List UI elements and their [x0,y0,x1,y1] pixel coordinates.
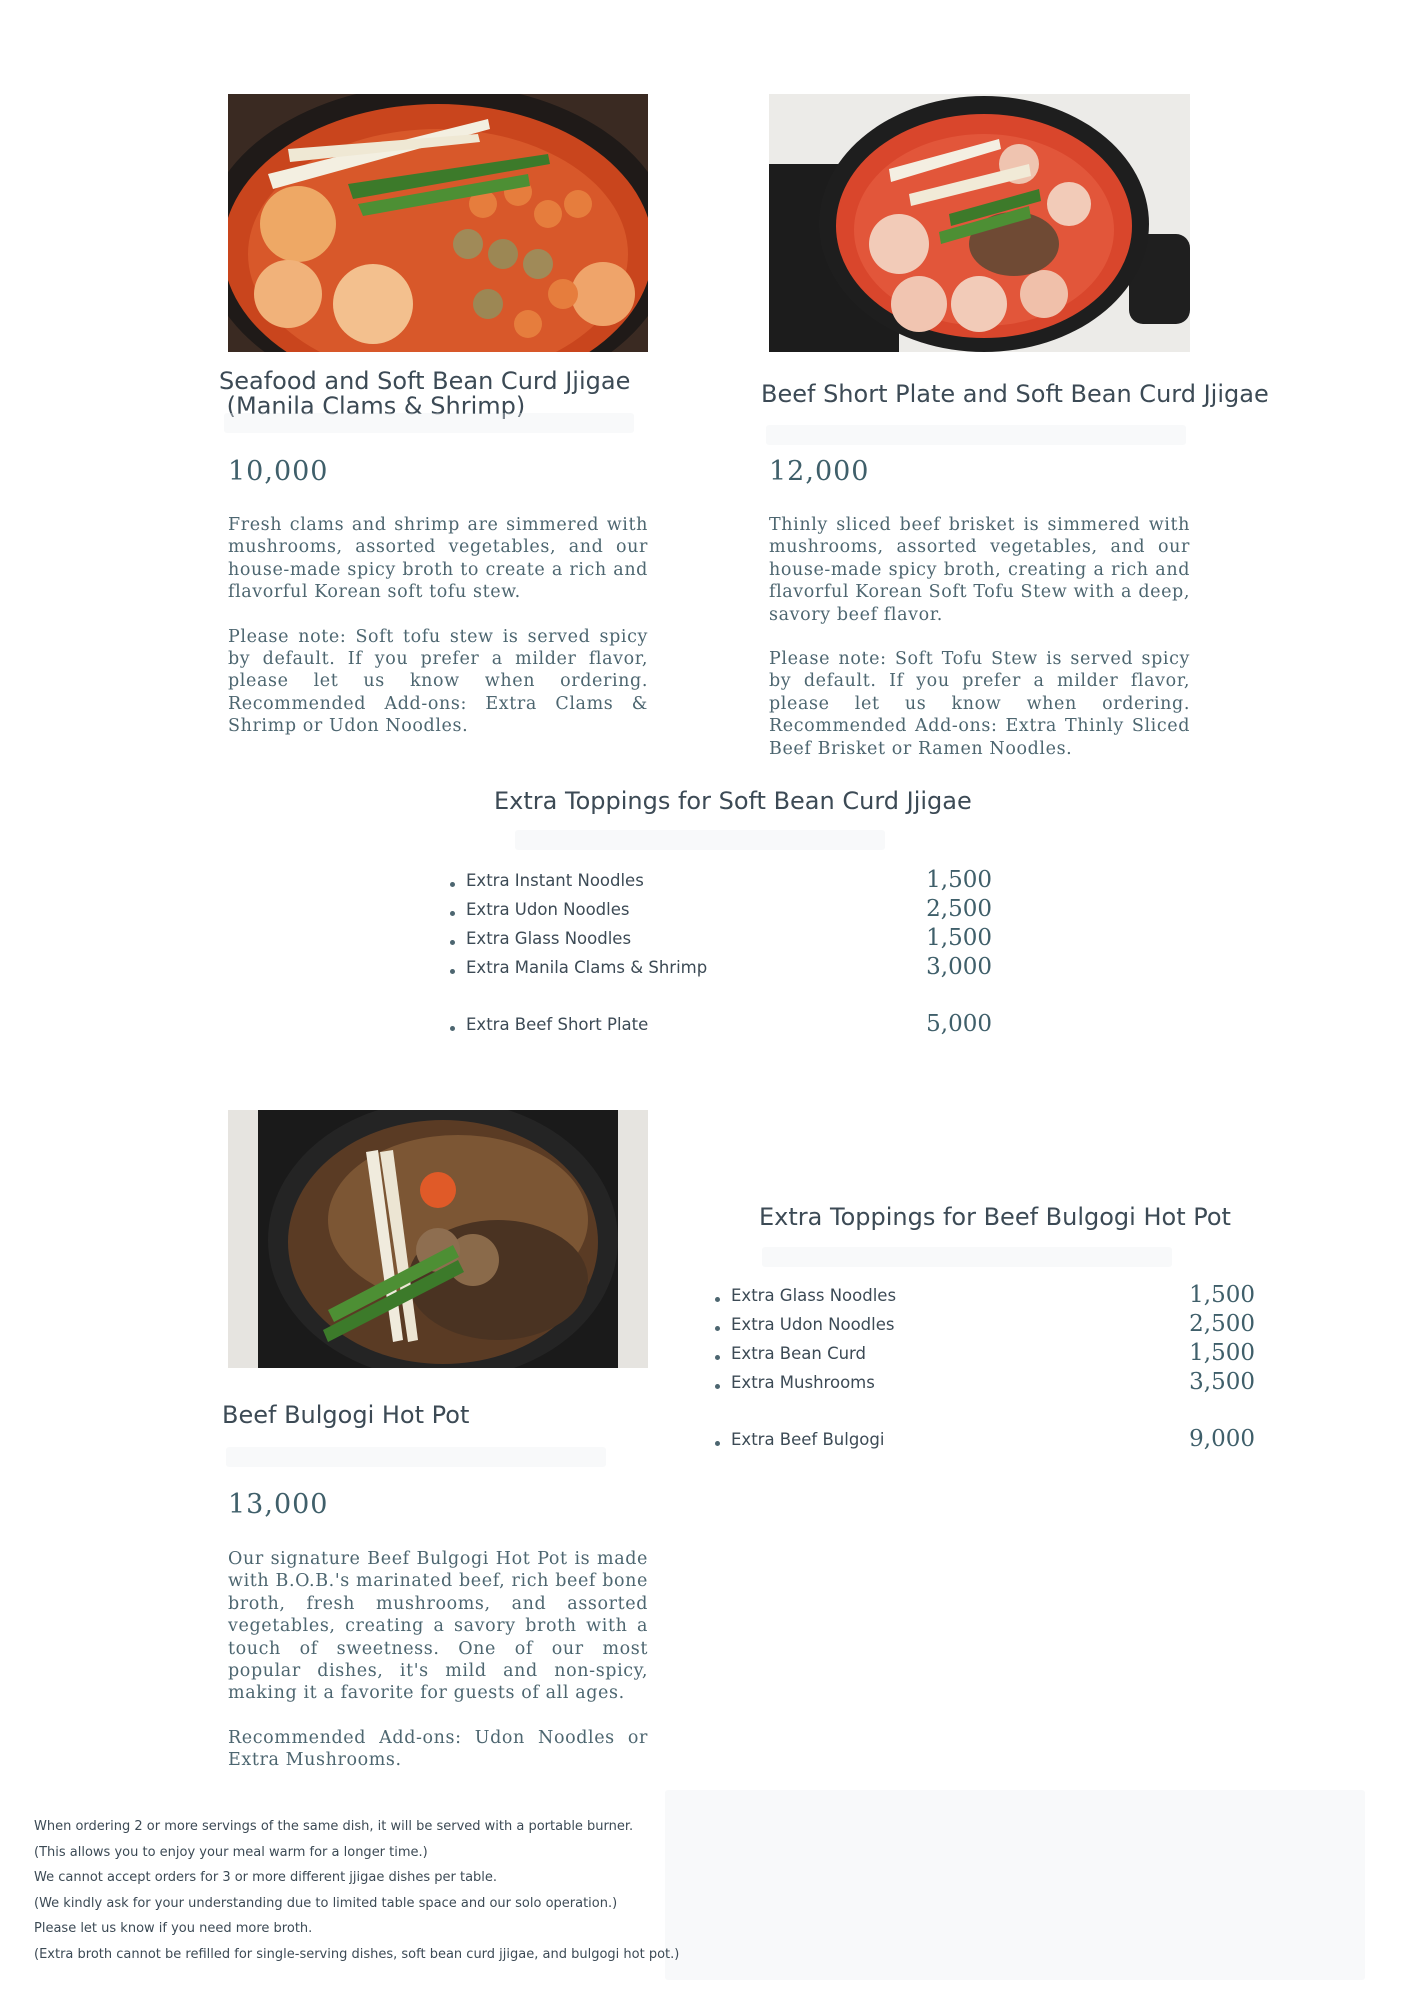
faded-korean-subtitle [762,1247,1172,1267]
faded-korean-subtitle [515,830,885,850]
description-paragraph: Fresh clams and shrimp are simmered with mushrooms, assorted vegetables, and our house-made spicy broth to create a rich and flavorful Korean soft tofu stew. [228,515,648,603]
topping-row [715,1369,1255,1401]
seafood-jjigae-photo [228,94,648,352]
topping-name: Extra Glass Noodles [466,929,632,948]
ordering-note: (We kindly ask for your understanding due to limited table space and our solo operation.) [34,1895,618,1911]
dish-price-beef-short-plate-jjigae: 12,000 [769,456,870,487]
dish-title-beef-short-plate-jjigae: Beef Short Plate and Soft Bean Curd Jjigae [761,380,1269,408]
topping-row [715,1282,1255,1314]
topping-price: 5,000 [926,1011,992,1037]
ordering-note: (This allows you to enjoy your meal warm for a longer time.) [34,1844,428,1860]
topping-name: Extra Beef Bulgogi [731,1430,885,1449]
description-paragraph: Recommended Add-ons: Udon Noodles or Extra Mushrooms. [228,1727,648,1771]
faded-korean-title [766,425,1186,445]
topping-row [450,896,992,928]
topping-price: 2,500 [1189,1311,1255,1337]
toppings-bulgogi-list [715,1282,1255,1456]
dish-title-seafood-jjigae: Seafood and Soft Bean Curd Jjigae (Manila Clams & Shrimp) [219,367,631,420]
topping-row [450,954,992,986]
topping-name: Extra Beef Short Plate [466,1015,649,1034]
dish-description-seafood-jjigae [228,514,648,738]
topping-row [715,1340,1255,1372]
description-paragraph: Thinly sliced beef brisket is simmered with mushrooms, assorted vegetables, and our house-made spicy broth, creating a rich and flavorful Korean Soft Tofu Stew with a deep, savory beef flavor. [769,515,1190,625]
topping-price: 3,000 [926,954,992,980]
bullet-icon [450,940,455,945]
topping-row [715,1311,1255,1343]
dish-description-beef-short-plate-jjigae [769,514,1190,760]
topping-name: Extra Mushrooms [731,1373,875,1392]
topping-name: Extra Udon Noodles [466,900,630,919]
topping-row [450,925,992,957]
faded-korean-title [224,413,634,433]
beef-short-plate-jjigae-photo [769,94,1190,352]
bullet-icon [715,1384,720,1389]
toppings-jjigae-list [450,867,992,1041]
topping-name: Extra Bean Curd [731,1344,867,1363]
bullet-icon [450,911,455,916]
topping-row [450,1011,992,1043]
topping-name: Extra Glass Noodles [731,1286,897,1305]
topping-price: 1,500 [1189,1282,1255,1308]
ordering-note: (Extra broth cannot be refilled for single-serving dishes, soft bean curd jjigae, and bulgogi hot pot.) [34,1946,680,1962]
toppings-jjigae-title: Extra Toppings for Soft Bean Curd Jjigae [494,787,972,815]
ordering-note: We cannot accept orders for 3 or more different jjigae dishes per table. [34,1870,498,1886]
ordering-note: Please let us know if you need more broth. [34,1921,313,1937]
bullet-icon [450,882,455,887]
dish-description-beef-bulgogi-hot-pot [228,1548,648,1772]
ordering-note: When ordering 2 or more servings of the same dish, it will be served with a portable burner. [34,1819,634,1834]
topping-price: 1,500 [1189,1340,1255,1366]
description-paragraph: Please note: Soft tofu stew is served spicy by default. If you prefer a milder flavor, please let us know when ordering. Recommended Add-ons: Extra Clams & Shrimp or Udon Noodles. [228,626,648,737]
bullet-icon [715,1355,720,1360]
beef-bulgogi-hot-pot-photo [228,1110,648,1368]
topping-price: 2,500 [926,896,992,922]
description-paragraph: Please note: Soft Tofu Stew is served spicy by default. If you prefer a milder flavor, please let us know when ordering. Recommended Add-ons: Extra Thinly Sliced Beef Brisket or Ramen Noodles. [769,649,1190,759]
topping-name: Extra Manila Clams & Shrimp [466,958,708,977]
dish-title-beef-bulgogi-hot-pot: Beef Bulgogi Hot Pot [222,1401,470,1429]
topping-price: 9,000 [1189,1426,1255,1452]
topping-name: Extra Instant Noodles [466,871,644,890]
topping-row [715,1426,1255,1458]
bullet-icon [450,1026,455,1031]
dish-price-seafood-jjigae: 10,000 [228,456,329,487]
bullet-icon [715,1441,720,1446]
bullet-icon [715,1297,720,1302]
toppings-bulgogi-title: Extra Toppings for Beef Bulgogi Hot Pot [759,1203,1231,1231]
dish-price-beef-bulgogi-hot-pot: 13,000 [228,1489,329,1520]
ordering-notes [34,1814,680,1968]
faded-korean-title [226,1447,606,1467]
topping-name: Extra Udon Noodles [731,1315,895,1334]
topping-price: 3,500 [1189,1369,1255,1395]
bullet-icon [715,1326,720,1331]
faded-korean-notes [665,1790,1365,1980]
topping-price: 1,500 [926,925,992,951]
topping-row [450,867,992,899]
description-paragraph: Our signature Beef Bulgogi Hot Pot is made with B.O.B.'s marinated beef, rich beef bone broth, fresh mushrooms, and assorted vegetables, creating a savory broth with a touch of sweetness. One of our most popular dishes, it's mild and non-spicy, making it a favorite for guests of all ages. [228,1549,648,1704]
bullet-icon [450,969,455,974]
topping-price: 1,500 [926,867,992,893]
